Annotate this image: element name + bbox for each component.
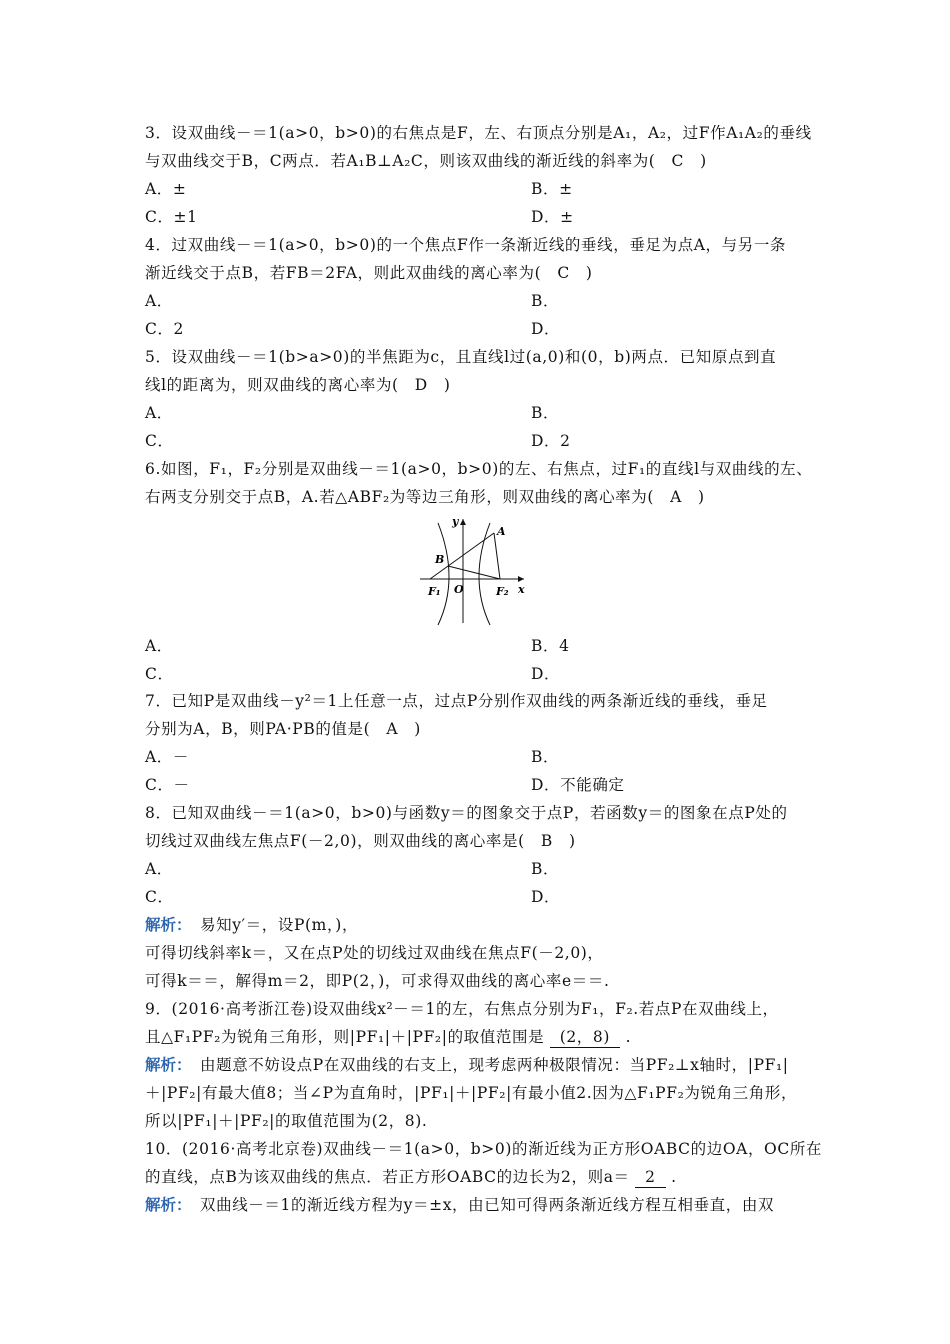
q9-line1: 9．(2016·高考浙江卷)设双曲线x²－＝1的左，右焦点分别为F₁，F₂.若点P在双曲线上，	[145, 1000, 779, 1018]
q4-option-b: B．	[531, 292, 560, 310]
label-f1: F₁	[428, 585, 441, 598]
y-axis-arrow	[460, 519, 466, 525]
q5-option-d: D．2	[531, 432, 571, 450]
q4-option-c: C．2	[145, 320, 185, 338]
hyperbola-left-branch	[438, 523, 449, 625]
q10-analysis-label: 解析：	[145, 1195, 192, 1214]
q8-option-c: C．	[145, 888, 174, 906]
q7-option-a: A．－	[145, 748, 189, 766]
q8-option-d: D．	[531, 888, 561, 906]
q6-option-d: D．	[531, 665, 561, 683]
q9-answer-blank: (2，8)	[550, 1027, 620, 1048]
label-x: x	[518, 583, 525, 596]
q5-option-c: C．	[145, 432, 174, 450]
q5-line1: 5．设双曲线－＝1(b>a>0)的半焦距为c，且直线l过(a,0)和(0，b)两点．已知原点到直	[145, 348, 777, 366]
q8-option-a: A．	[145, 860, 173, 878]
label-y: y	[452, 515, 459, 528]
label-o: O	[454, 583, 464, 596]
q10-line1: 10．(2016·高考北京卷)双曲线－＝1(a>0，b>0)的渐近线为正方形OABC的边OA，OC所在	[145, 1140, 823, 1158]
q8-analysis-line1: 易知y′＝，设P(m，)，	[200, 916, 359, 934]
q10-analysis-line1: 双曲线－＝1的渐近线方程为y＝±x，由已知可得两条渐近线方程互相垂直，由双	[200, 1196, 775, 1214]
q9-analysis-line3: 所以|PF₁|＋|PF₂|的取值范围为(2，8).	[145, 1112, 428, 1130]
q3-option-d: D．±	[531, 208, 574, 226]
q9-analysis-line1: 由题意不妨设点P在双曲线的右支上，现考虑两种极限情况：当PF₂⊥x轴时，|PF₁|	[200, 1056, 789, 1074]
q3-option-c: C．±1	[145, 208, 198, 226]
q8-line2: 切线过双曲线左焦点F(－2,0)，则双曲线的离心率是( B )	[145, 832, 576, 850]
q4-line1: 4．过双曲线－＝1(a>0，b>0)的一个焦点F作一条渐近线的垂线，垂足为点A，与另一条	[145, 236, 787, 254]
q9-analysis-label: 解析：	[145, 1055, 192, 1074]
q9-line2	[145, 1027, 631, 1048]
q10-line2-end: .	[671, 1168, 677, 1186]
q8-analysis-label: 解析：	[145, 915, 192, 934]
q10-answer-blank: 2	[635, 1167, 665, 1188]
q5-line2: 线l的距离为，则双曲线的离心率为( D )	[145, 376, 451, 394]
q7-option-b: B．	[531, 748, 560, 766]
q8-analysis-line2: 可得切线斜率k＝，又在点P处的切线过双曲线在焦点F(－2,0)，	[145, 944, 604, 962]
q8-analysis-line3: 可得k＝＝，解得m＝2，即P(2，)，可求得双曲线的离心率e＝＝.	[145, 972, 610, 990]
q6-option-a: A．	[145, 637, 173, 655]
q9-line2-end: .	[625, 1028, 632, 1046]
q6-option-c: C．	[145, 665, 174, 683]
q4-line2: 渐近线交于点B，若FB＝2FA，则此双曲线的离心率为( C )	[145, 264, 593, 282]
hyperbola-figure	[416, 515, 528, 627]
x-axis-arrow	[518, 576, 524, 582]
q7-line1: 7．已知P是双曲线－y²＝1上任意一点，过点P分别作双曲线的两条渐近线的垂线，垂足	[145, 692, 768, 710]
q7-option-c: C．－	[145, 776, 190, 794]
q10-line2	[145, 1167, 677, 1188]
label-a: A	[497, 525, 506, 538]
q5-option-a: A．	[145, 404, 173, 422]
q6-option-b: B．4	[531, 637, 570, 655]
q5-option-b: B．	[531, 404, 560, 422]
q3-line1: 3．设双曲线－＝1(a>0，b>0)的右焦点是F，左、右顶点分别是A₁，A₂，过F作A₁A₂的垂线	[145, 124, 812, 142]
q6-line1: 6.如图，F₁，F₂分别是双曲线－＝1(a>0，b>0)的左、右焦点，过F₁的直线l与双曲线的左、	[145, 460, 813, 478]
side-b-f2	[448, 566, 500, 579]
q9-analysis-line2: ＋|PF₂|有最大值8；当∠P为直角时，|PF₁|＋|PF₂|有最小值2.因为△F₁PF₂为锐角三角形，	[145, 1084, 798, 1102]
q4-option-d: D．	[531, 320, 561, 338]
q10-line2-text: 的直线，点B为该双曲线的焦点．若正方形OABC的边长为2，则a＝	[145, 1168, 630, 1186]
q6-line2: 右两支分别交于点B，A.若△ABF₂为等边三角形，则双曲线的离心率为( A )	[145, 488, 705, 506]
q7-line2: 分别为A，B，则PA·PB的值是( A )	[145, 720, 421, 738]
label-b: B	[435, 553, 445, 566]
q4-option-a: A．	[145, 292, 173, 310]
q9-line2-text: 且△F₁PF₂为锐角三角形，则|PF₁|＋|PF₂|的取值范围是	[145, 1028, 545, 1046]
side-a-f2	[494, 533, 500, 579]
q3-option-b: B．±	[531, 180, 573, 198]
q8-option-b: B．	[531, 860, 560, 878]
q7-option-d: D．不能确定	[531, 776, 625, 794]
q3-option-a: A．±	[145, 180, 187, 198]
q3-line2: 与双曲线交于B，C两点．若A₁B⊥A₂C，则该双曲线的渐近线的斜率为( C )	[145, 152, 707, 170]
label-f2: F₂	[496, 585, 509, 598]
q8-line1: 8．已知双曲线－＝1(a>0，b>0)与函数y＝的图象交于点P，若函数y＝的图象在点P处的	[145, 804, 788, 822]
